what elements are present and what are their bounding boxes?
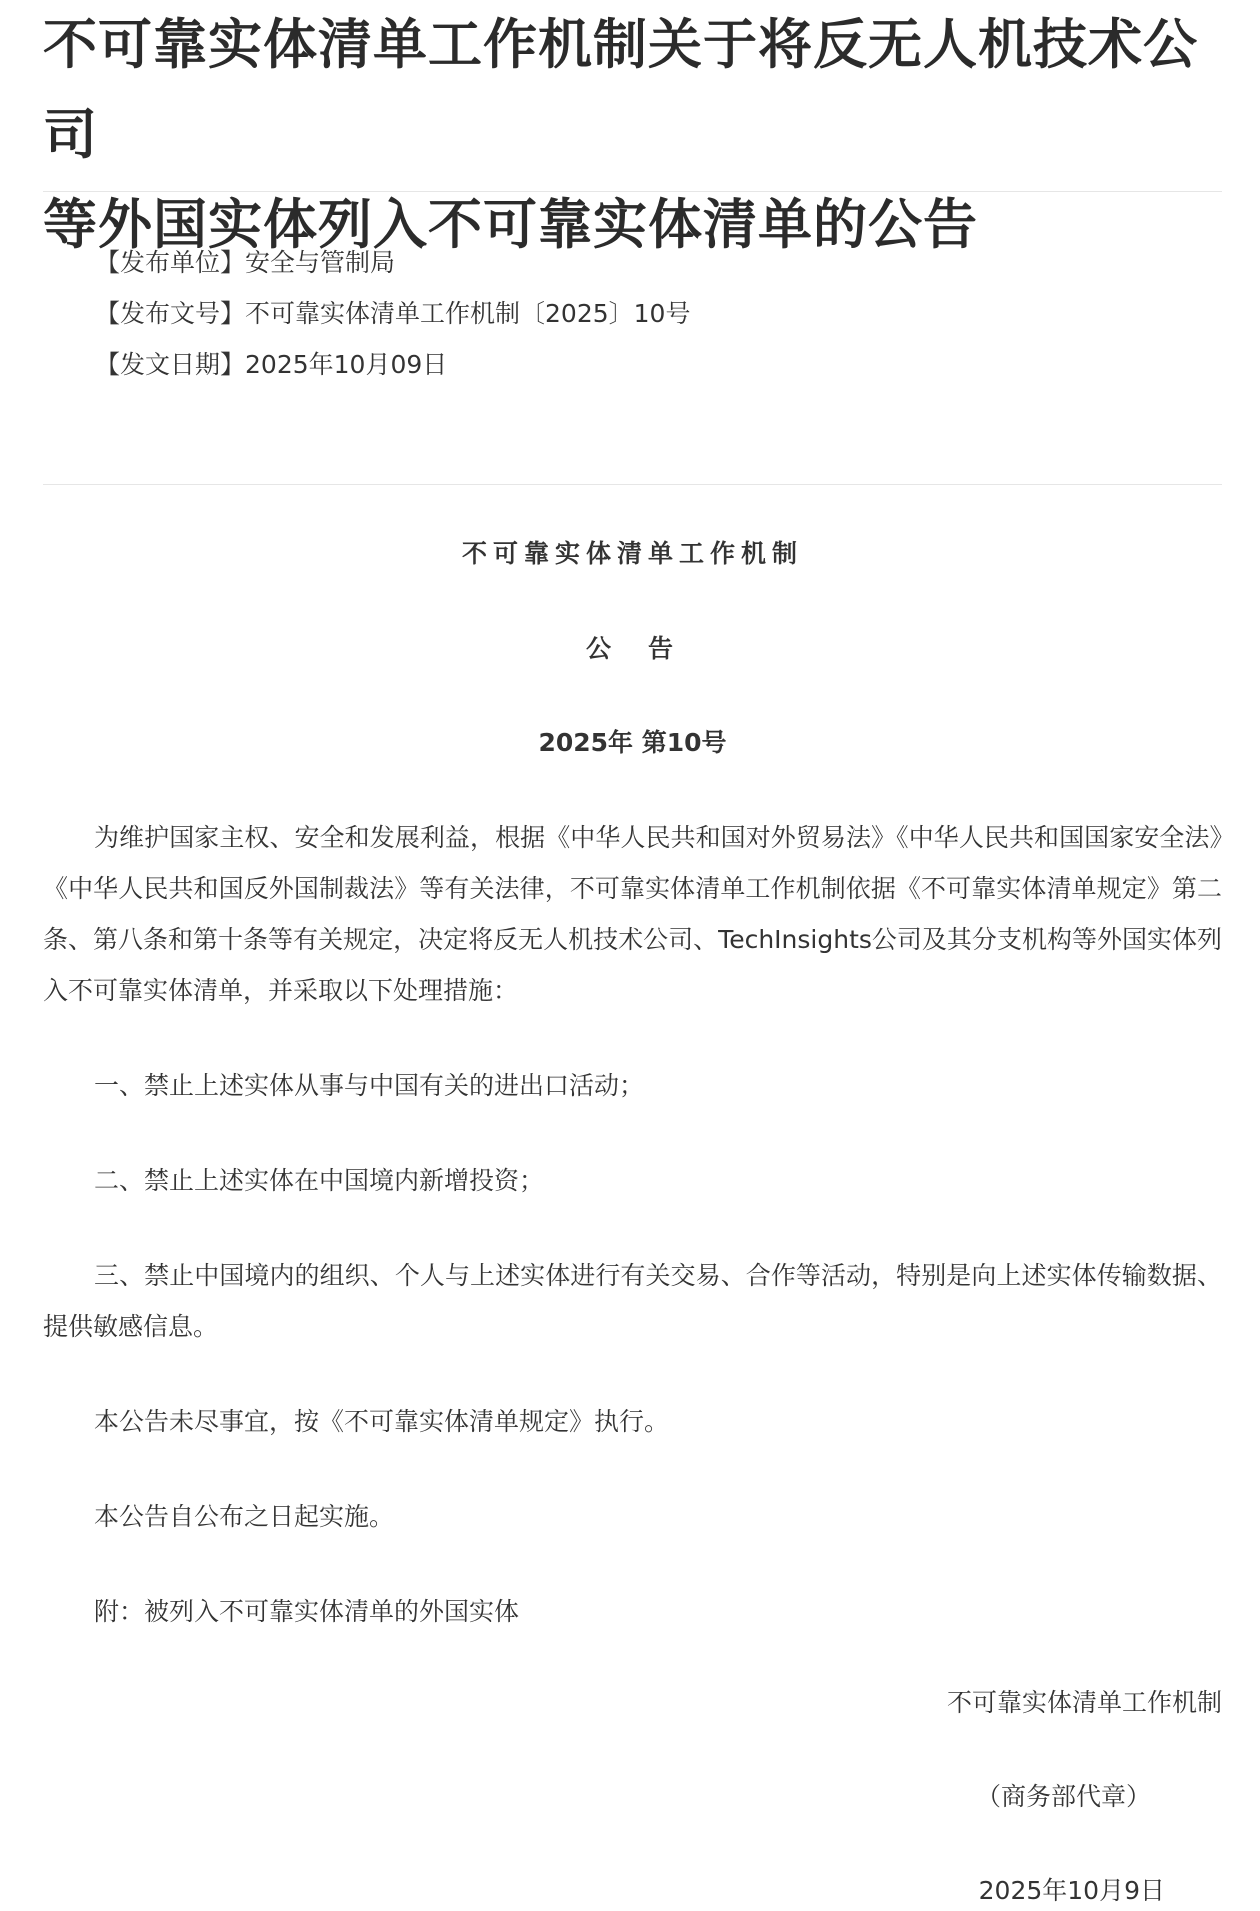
meta-date-value: 2025年10月09日 — [245, 350, 448, 379]
meta-doc-number-value: 不可靠实体清单工作机制〔2025〕10号 — [245, 299, 691, 328]
meta-date-label: 【发文日期】 — [95, 350, 246, 379]
body-paragraph-supplement: 本公告未尽事宜，按《不可靠实体清单规定》执行。 — [94, 1407, 670, 1436]
document-meta — [95, 237, 690, 390]
meta-publisher — [95, 237, 690, 288]
notice-number: 2025年 第10号 — [538, 728, 727, 757]
notice-heading: 公 告 — [585, 634, 679, 663]
signature-organization: 不可靠实体清单工作机制 — [946, 1688, 1222, 1717]
page-title-line-2: 等外国实体列入不可靠实体清单的公告 — [43, 193, 978, 256]
meta-publisher-label: 【发布单位】 — [95, 248, 246, 277]
body-paragraph-measure-3: 三、禁止中国境内的组织、个人与上述实体进行有关交易、合作等活动，特别是向上述实体传输数据、提供敏感信息。 — [43, 1261, 1222, 1341]
meta-date — [95, 339, 690, 390]
article-page — [43, 0, 1222, 1905]
page-title-line-1: 不可靠实体清单工作机制关于将反无人机技术公司 — [43, 13, 1198, 166]
issuing-organization-heading: 不可靠实体清单工作机制 — [461, 539, 803, 568]
signature-date: 2025年10月9日 — [978, 1876, 1165, 1905]
page-title — [43, 0, 1222, 270]
meta-doc-number-label: 【发布文号】 — [95, 299, 246, 328]
body-paragraph-intro: 为维护国家主权、安全和发展利益，根据《中华人民共和国对外贸易法》《中华人民共和国国家安全法》《中华人民共和国反外国制裁法》等有关法律，不可靠实体清单工作机制依据《不可靠实体清单规定》第二条、第八条和第十条等有关规定，决定将反无人机技术公司、TechInsights公司及其分支机构等外国实体列入不可靠实体清单，并采取以下处理措施： — [43, 823, 1222, 1005]
title-divider — [43, 191, 1222, 192]
signature-seal-note: （商务部代章） — [975, 1782, 1151, 1811]
body-paragraph-effective: 本公告自公布之日起实施。 — [94, 1502, 395, 1531]
body-paragraph-measure-2: 二、禁止上述实体在中国境内新增投资； — [94, 1166, 545, 1195]
meta-publisher-value: 安全与管制局 — [245, 248, 396, 277]
body-paragraph-attachment: 附：被列入不可靠实体清单的外国实体 — [94, 1597, 520, 1626]
notice-body — [43, 812, 1222, 1637]
meta-divider — [43, 484, 1222, 485]
body-paragraph-measure-1: 一、禁止上述实体从事与中国有关的进出口活动； — [94, 1071, 645, 1100]
meta-doc-number — [95, 288, 690, 339]
